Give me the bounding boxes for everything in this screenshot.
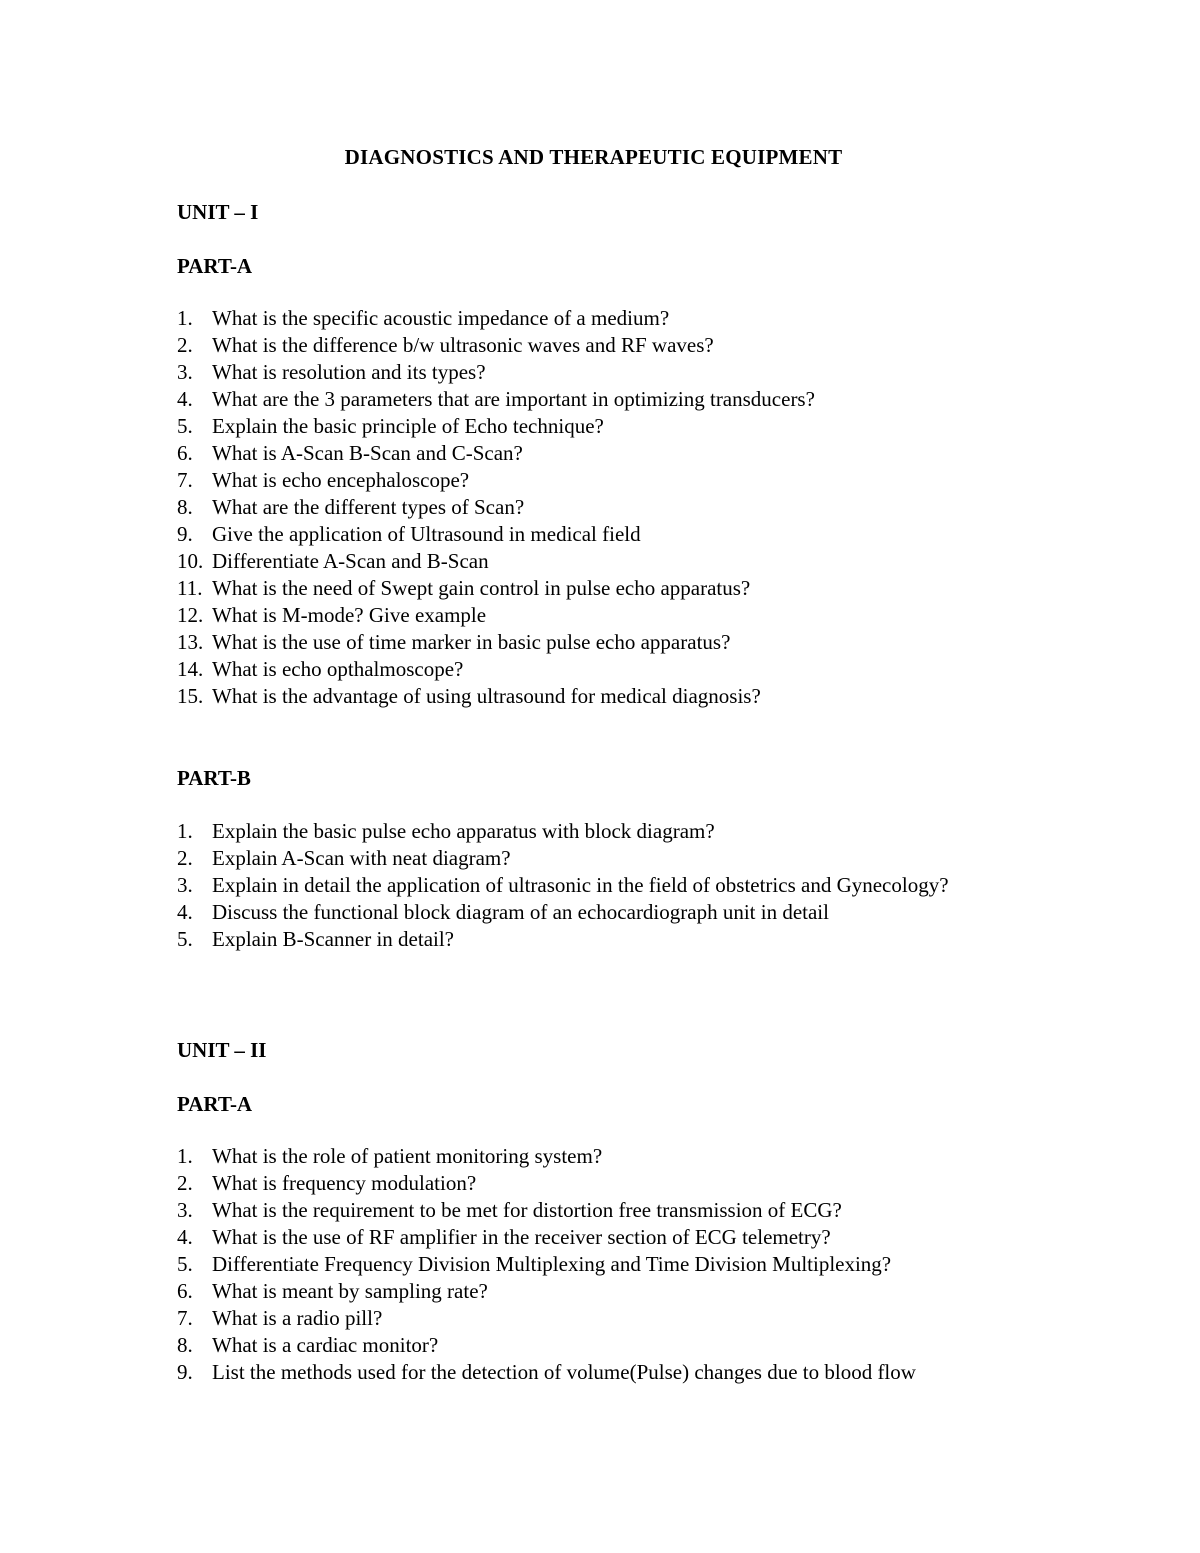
list-item [177, 305, 815, 332]
question-number: 2. [177, 333, 193, 357]
question-number: 2. [177, 846, 193, 870]
question-text: What is the role of patient monitoring system? [212, 1144, 603, 1168]
question-text: What is meant by sampling rate? [212, 1279, 488, 1303]
list-item [177, 1359, 916, 1386]
question-text: What is the need of Swept gain control in pulse echo apparatus? [212, 576, 751, 600]
question-number: 8. [177, 1333, 193, 1357]
question-number: 1. [177, 1144, 193, 1168]
question-number: 1. [177, 306, 193, 330]
question-text: What is the use of RF amplifier in the receiver section of ECG telemetry? [212, 1225, 831, 1249]
list-item [177, 656, 815, 683]
question-text: Differentiate A-Scan and B-Scan [212, 549, 489, 573]
question-number: 3. [177, 873, 193, 897]
question-number: 14. [177, 657, 204, 681]
question-number: 6. [177, 1279, 193, 1303]
question-text: What is M-mode? Give example [212, 603, 487, 627]
question-text: What is a cardiac monitor? [212, 1333, 439, 1357]
unit-1-part-b-heading: PART-B [177, 766, 251, 790]
unit-1-heading: UNIT – I [177, 200, 259, 224]
question-text: What is resolution and its types? [212, 360, 486, 384]
question-number: 4. [177, 900, 193, 924]
list-item [177, 440, 815, 467]
question-text: What is echo opthalmoscope? [212, 657, 464, 681]
list-item [177, 1305, 916, 1332]
question-text: What is the use of time marker in basic pulse echo apparatus? [212, 630, 731, 654]
question-text: What is the requirement to be met for distortion free transmission of ECG? [212, 1198, 842, 1222]
unit-1-part-b-questions [177, 818, 972, 953]
question-number: 6. [177, 441, 193, 465]
question-text: Explain the basic principle of Echo technique? [212, 414, 604, 438]
question-number: 9. [177, 1360, 193, 1384]
list-item [177, 629, 815, 656]
list-item [177, 386, 815, 413]
question-number: 5. [177, 927, 193, 951]
question-text: Explain in detail the application of ultrasonic in the field of obstetrics and Gynecology? [212, 873, 949, 897]
question-number: 15. [177, 684, 204, 708]
question-number: 5. [177, 1252, 193, 1276]
question-number: 7. [177, 468, 193, 492]
list-item [177, 899, 972, 926]
list-item [177, 845, 972, 872]
question-text: What are the different types of Scan? [212, 495, 525, 519]
question-number: 1. [177, 819, 193, 843]
list-item [177, 1278, 916, 1305]
question-text: Discuss the functional block diagram of an echocardiograph unit in detail [212, 900, 829, 924]
list-item [177, 494, 815, 521]
list-item [177, 1332, 916, 1359]
question-number: 4. [177, 387, 193, 411]
unit-2-heading: UNIT – II [177, 1038, 267, 1062]
question-number: 2. [177, 1171, 193, 1195]
question-text: What is frequency modulation? [212, 1171, 477, 1195]
question-number: 11. [177, 576, 203, 600]
question-number: 12. [177, 603, 204, 627]
question-text: What is the specific acoustic impedance of a medium? [212, 306, 670, 330]
question-text: Differentiate Frequency Division Multiplexing and Time Division Multiplexing? [212, 1252, 892, 1276]
list-item [177, 359, 815, 386]
question-text: Give the application of Ultrasound in medical field [212, 522, 641, 546]
question-text: Explain A-Scan with neat diagram? [212, 846, 511, 870]
list-item [177, 1170, 916, 1197]
question-text: Explain the basic pulse echo apparatus with block diagram? [212, 819, 715, 843]
list-item [177, 1143, 916, 1170]
list-item [177, 818, 972, 845]
list-item [177, 1197, 916, 1224]
unit-2-part-a-heading: PART-A [177, 1092, 253, 1116]
question-text: What is the difference b/w ultrasonic waves and RF waves? [212, 333, 714, 357]
unit-1-part-a-questions [177, 305, 815, 710]
list-item [177, 1251, 916, 1278]
question-number: 5. [177, 414, 193, 438]
list-item [177, 467, 815, 494]
list-item [177, 521, 815, 548]
list-item [177, 332, 815, 359]
question-text: What is echo encephaloscope? [212, 468, 470, 492]
question-number: 13. [177, 630, 204, 654]
question-number: 9. [177, 522, 193, 546]
question-text: What is A-Scan B-Scan and C-Scan? [212, 441, 523, 465]
unit-2-part-a-questions [177, 1143, 916, 1386]
question-number: 3. [177, 1198, 193, 1222]
list-item [177, 413, 815, 440]
question-text: What is the advantage of using ultrasound for medical diagnosis? [212, 684, 761, 708]
list-item [177, 575, 815, 602]
unit-1-part-a-heading: PART-A [177, 254, 253, 278]
list-item [177, 1224, 916, 1251]
question-number: 7. [177, 1306, 193, 1330]
question-text: Explain B-Scanner in detail? [212, 927, 455, 951]
list-item [177, 548, 815, 575]
question-number: 4. [177, 1225, 193, 1249]
list-item [177, 926, 972, 953]
question-text: What is a radio pill? [212, 1306, 383, 1330]
question-number: 8. [177, 495, 193, 519]
question-number: 10. [177, 549, 204, 573]
document-title: DIAGNOSTICS AND THERAPEUTIC EQUIPMENT [344, 145, 843, 169]
list-item [177, 872, 972, 899]
list-item [177, 602, 815, 629]
question-text: List the methods used for the detection of volume(Pulse) changes due to blood flow [212, 1360, 916, 1384]
question-number: 3. [177, 360, 193, 384]
list-item [177, 683, 815, 710]
question-text: What are the 3 parameters that are important in optimizing transducers? [212, 387, 815, 411]
